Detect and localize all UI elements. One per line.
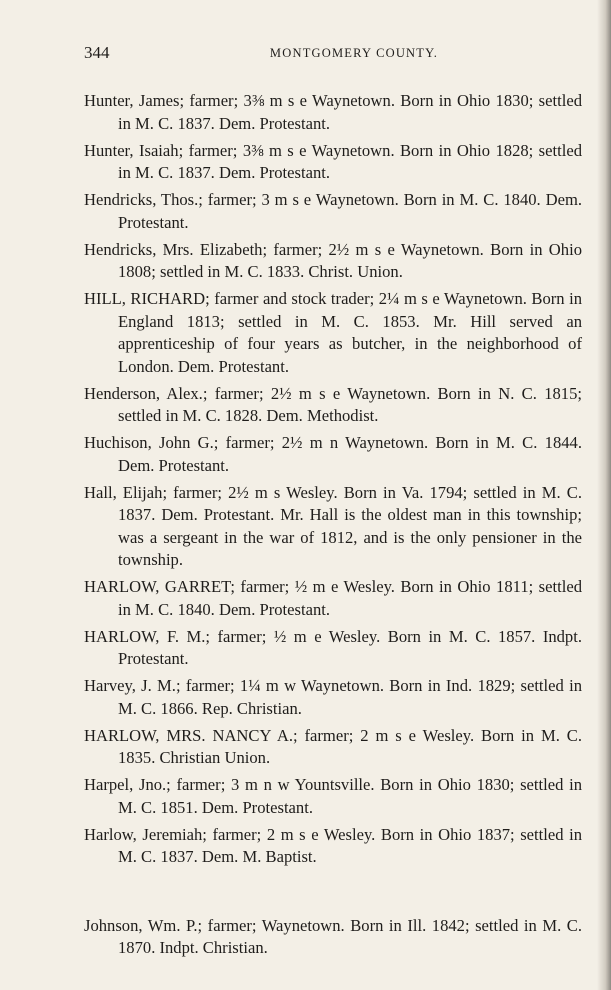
directory-entry: Hall, Elijah; farmer; 2½ m s Wesley. Born in Va. 1794; settled in M. C. 1837. Dem. Protestant. Mr. Hall is the oldest man in this township; was a sergeant in the war of 1812, and is the only pensioner in the township. [84,482,582,569]
directory-entry: Hunter, Isaiah; farmer; 3⅜ m s e Waynetown. Born in Ohio 1828; settled in M. C. 1837. Dem. Protestant. [84,140,582,182]
directory-entry: Hendricks, Mrs. Elizabeth; farmer; 2½ m s e Waynetown. Born in Ohio 1808; settled in M. C. 1833. Christ. Union. [84,239,582,281]
directory-entry: Harvey, J. M.; farmer; 1¼ m w Waynetown. Born in Ind. 1829; settled in M. C. 1866. Rep. Christian. [84,676,582,718]
directory-entries [84,90,582,964]
directory-entry: Huchison, John G.; farmer; 2½ m n Waynetown. Born in M. C. 1844. Dem. Protestant. [84,433,582,475]
running-head: MONTGOMERY COUNTY. [269,46,439,60]
directory-entry: HARLOW, GARRET; farmer; ½ m e Wesley. Born in Ohio 1811; settled in M. C. 1840. Dem. Protestant. [84,577,582,619]
page-edge-shadow [597,0,611,990]
directory-entry: HARLOW, F. M.; farmer; ½ m e Wesley. Born in M. C. 1857. Indpt. Protestant. [84,626,582,668]
directory-entry: Hunter, James; farmer; 3⅜ m s e Waynetown. Born in Ohio 1830; settled in M. C. 1837. Dem. Protestant. [84,91,582,133]
directory-entry: HILL, RICHARD; farmer and stock trader; 2¼ m s e Waynetown. Born in England 1813; settled in M. C. 1853. Mr. Hill served an apprenticeship of four years as butcher, in the neighborhood of London. Dem. Protestant. [84,289,582,376]
page-header [84,42,584,64]
directory-entry: Henderson, Alex.; farmer; 2½ m s e Waynetown. Born in N. C. 1815; settled in M. C. 1828. Dem. Methodist. [84,383,582,425]
directory-entry: Johnson, Wm. P.; farmer; Waynetown. Born in Ill. 1842; settled in M. C. 1870. Indpt. Christian. [84,915,582,957]
directory-entry: Harpel, Jno.; farmer; 3 m n w Yountsville. Born in Ohio 1830; settled in M. C. 1851. Dem. Protestant. [84,775,582,817]
directory-entry: Harlow, Jeremiah; farmer; 2 m s e Wesley. Born in Ohio 1837; settled in M. C. 1837. Dem. M. Baptist. [84,824,582,866]
directory-entry: HARLOW, MRS. NANCY A.; farmer; 2 m s e Wesley. Born in M. C. 1835. Christian Union. [84,725,582,767]
page-number: 344 [84,43,110,62]
directory-entry: Hendricks, Thos.; farmer; 3 m s e Waynetown. Born in M. C. 1840. Dem. Protestant. [84,190,582,232]
